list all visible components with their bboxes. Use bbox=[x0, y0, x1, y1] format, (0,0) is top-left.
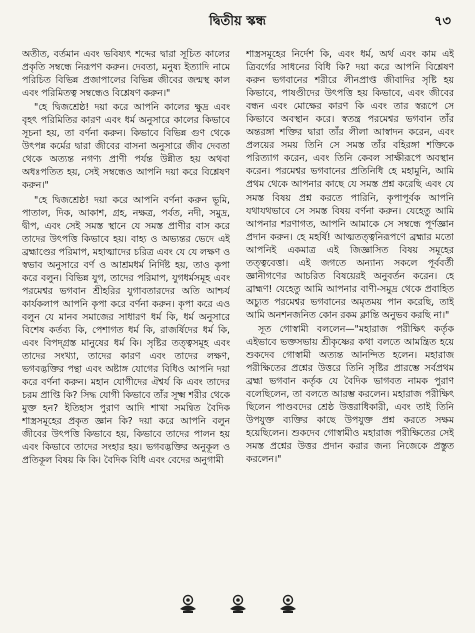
right-paragraph-1: শাস্ত্রসমূহের নির্দেশ কি, এবং ধর্ম, অর্থ এবং কাম এই ত্রিবর্গের সাধনের বিধি কি? দয়া করে আপনি বিশ্লেষণ করুন ভগবানের শরীরে লীনপ্রাপ্ত জীবাদির সৃষ্টি হয় কিভাবে, পাষণ্ডীদের উৎপত্তি হয় কিভাবে, এবং জীবের বন্ধন এবং মোক্ষের কারণ কি এবং তার স্বরূপে সে কিভাবে অবস্থান করে। স্বতন্ত্র পরমেশ্বর ভগবান তাঁর অন্তরঙ্গা শক্তির দ্বারা তাঁর লীলা আস্বাদন করেন, এবং প্রলয়ের সময় তিনি সে সমস্ত তাঁর বহিরঙ্গা শক্তিকে পরিত্যাগ করেন, এবং তিনি কেবল সাক্ষীরূপে অবস্থান করেন। পরমেশ্বর ভগবানের প্রতিনিধি হে মহামুনি, আমি প্রথম থেকে আপনার কাছে যে সমস্ত প্রশ্ন করেছি এবং যে সমস্ত বিষয় প্রশ্ন করতে পারিনি, কৃপাপূর্বক আপনি যথাযথভাবে সে সমস্ত বিষয় বর্ণনা করুন। যেহেতু আমি আপনার শরণাগত, আপনি আমাকে সে সম্বন্ধে পূর্ণজ্ঞান প্রদান করুন। হে মহর্ষি! আত্মতত্ত্বনিরূপণে ব্রহ্মার মতো আপনিই একমাত্র এই জিজ্ঞাসিত বিষয় সমূহের তত্ত্ববেত্তা। এই জগতে অন্যান্য সকলে পূর্ববর্তী জ্ঞানীগণের আচরিত বিষয়েরই অনুবর্তন করেন। হে ব্রাহ্মণ! যেহেতু আমি আপনার বাণী-সমুদ্র থেকে প্রবাহিত অচ্যুত পরমেশ্বর ভগবানের অমৃতময় পান করেছি, তাই আমি অনশনজনিত কোন রকম ক্লান্তি অনুভব করছি না।" bbox=[246, 49, 454, 321]
page-number: ৭৩ bbox=[434, 14, 451, 29]
left-column bbox=[22, 48, 230, 593]
left-paragraph-3: "হে দ্বিজশ্রেষ্ঠ! দয়া করে আপনি বর্ণনা করুন ভূমি, পাতাল, দিক, আকাশ, গ্রহ, নক্ষত্র, পর্বত, নদী, সমুদ্র, দ্বীপ, এবং সেই সমস্ত স্থানে যে সমস্ত প্রাণীর বাস করে তাদের উৎপত্তি কিভাবে হয়। বাহ্য ও অভ্যন্তর ভেদে এই ব্রহ্মাণ্ডের পরিমাপ, মহাত্মাদের চরিত্র এবং যে যে লক্ষণ ও স্বভাব অনুসারে বর্ণ ও আশ্রমধর্ম নির্দিষ্ট হয়, তাও কৃপা করে বলুন। বিভিন্ন যুগ, তাদের পরিমাপ, যুগধর্মসমূহ এবং পরমেশ্বর ভগবান শ্রীহরির যুগাবতারদের অতি আশ্চর্য কার্যকলাপ আপনি কৃপা করে বর্ণনা করুন। কৃপা করে এও বলুন যে মানব সমাজের সাধারণ ধর্ম কি, ধর্ম অনুসারে বিশেষ কর্তব্য কি, পেশাগত ধর্ম কি, রাজর্ষিদের ধর্ম কি, এবং বিপদ্গ্রস্ত মানুষের ধর্ম কি। সৃষ্টির তত্ত্বসমূহ এবং তাদের সংখ্যা, তাদের কারণ এবং তাদের লক্ষণ, ভগবদ্ভক্তির পন্থা এবং অষ্টাঙ্গ যোগের বিধিও আপনি দয়া করে বর্ণনা করুন। মহান যোগীদের ঐশ্বর্য কি এবং তাদের চরম প্রাপ্তি কি? সিদ্ধ যোগী কিভাবে তাঁর সূক্ষ্ম শরীর থেকে মুক্ত হন? ইতিহাস পুরাণ আদি শাখা সমন্বিত বৈদিক শাস্ত্রসমূহের প্রকৃত জ্ঞান কি? দয়া করে আপনি বলুন জীবের উৎপত্তি কিভাবে হয়, কিভাবে তাদের পালন হয় এবং কিভাবে তাদের সংহার হয়। ভগবদ্ভক্তির অনুকূল ও প্রতিকূল বিষয় কি কি। বৈদিক বিধি এবং বেদের অনুগামী bbox=[22, 194, 230, 467]
left-paragraph-2: "হে দ্বিজশ্রেষ্ঠ! দয়া করে আপনি কালের ক্ষুদ্র এবং বৃহৎ পরিমিতির কারণ এবং ধর্ম অনুসারে কালের কিভাবে সূচনা হয়, তা বর্ণনা করুন। কিভাবে বিভিন্ন গুণ থেকে উৎপন্ন কর্মের দ্বারা জীবের বাসনা অনুসারে জীব দেবতা থেকে অত্যন্ত নগণ্য প্রাণী পর্যন্ত উন্নীত হয় অথবা অধঃপতিত হয়, সেই সম্বন্ধেও আপনি দয়া করে বিশ্লেষণ করুন।" bbox=[22, 102, 230, 192]
right-column bbox=[246, 48, 454, 593]
text-columns bbox=[22, 48, 455, 593]
lotus-ornament-icon bbox=[227, 593, 249, 615]
left-paragraph-1: অতীত, বর্তমান এবং ভবিষ্যৎ শব্দের দ্বারা সূচিত কালের প্রকৃতি সম্বন্ধে নিরূপণ করুন। দেবতা, মনুষ্য ইত্যাদি নামে পরিচিত বিভিন্ন প্রজাপালের বিভিন্ন জীবের জন্মস্থ কাল এবং পরিমিতত্ব সম্বন্ধেও বিশ্লেষণ করুন।" bbox=[22, 49, 230, 100]
page-header bbox=[22, 12, 453, 34]
chapter-title: দ্বিতীয় স্কন্ধ bbox=[209, 14, 266, 29]
lotus-ornament-icon bbox=[177, 593, 199, 615]
right-paragraph-2: সূত গোস্বামী বললেন—"মহারাজ পরীক্ষিৎ কর্তৃক এইভাবে ভক্তসভায় শ্রীকৃষ্ণের কথা বলতে আমন্ত্রিত হয়ে শুকদেব গোস্বামী অত্যন্ত আনন্দিত হলেন। মহারাজ পরীক্ষিতের প্রশ্নের উত্তরে তিনি সৃষ্টির প্রারম্ভে সর্বপ্রথম ব্রহ্মা ভগবান কর্তৃক যে বৈদিক ভাগবত নামক পুরাণ বলেছিলেন, তা বলতে আরম্ভ করলেন। মহারাজ পরীক্ষিৎ ছিলেন পাণ্ডবদের শ্রেষ্ঠ উত্তরাধিকারী, এবং তাই তিনি উপযুক্ত ব্যক্তির কাছে উপযুক্ত প্রশ্ন করতে সক্ষম হয়েছিলেন। শুকদেব গোস্বামীও মহারাজ পরীক্ষিতের সেই সমস্ত প্রশ্নের উত্তর প্রদান করার জন্য নিজেকে প্রস্তুত করলেন।" bbox=[246, 323, 454, 466]
lotus-ornament-icon bbox=[277, 593, 299, 615]
footer-ornaments bbox=[0, 593, 475, 615]
